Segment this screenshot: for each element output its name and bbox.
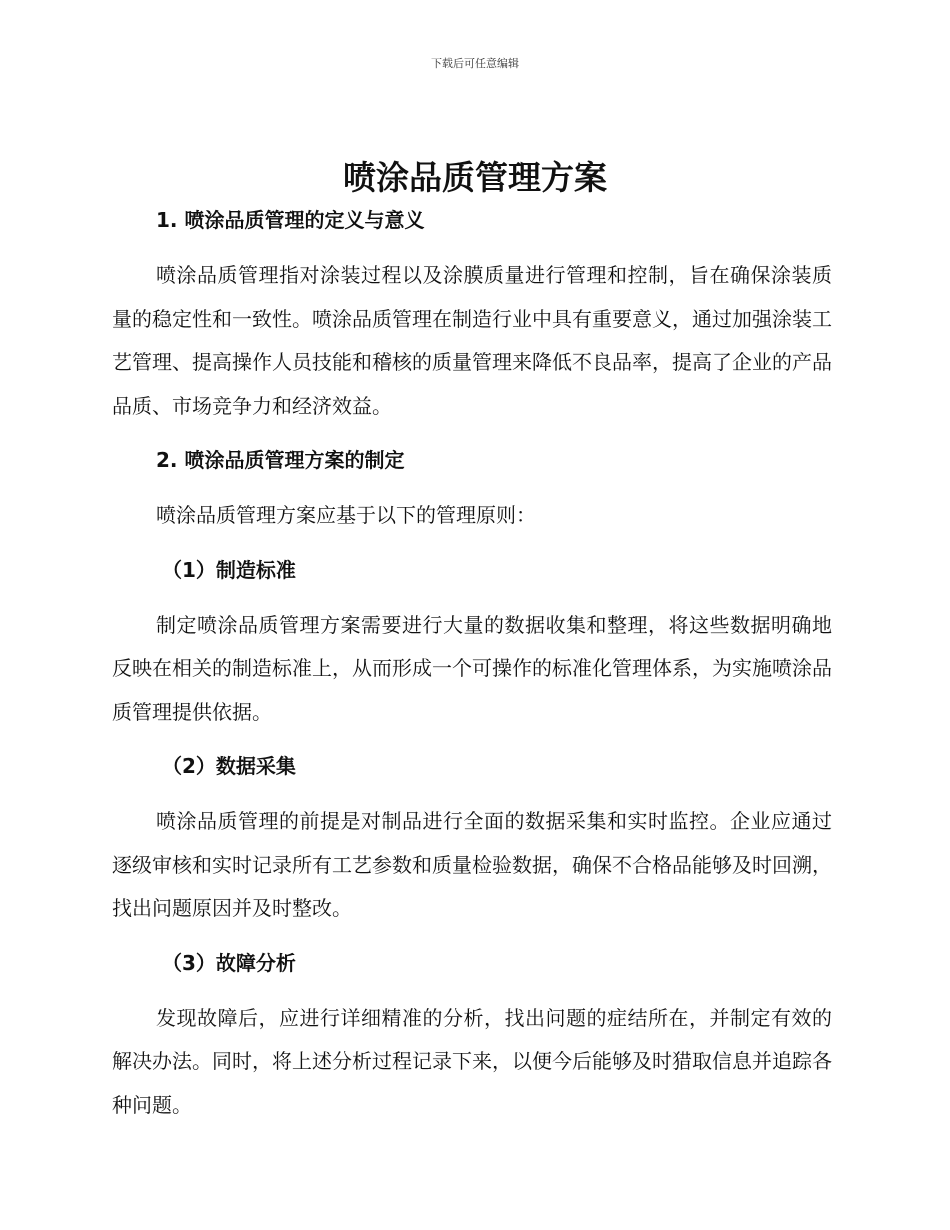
subsection-3-paragraph: 发现故障后，应进行详细精准的分析，找出问题的症结所在，并制定有效的解决办法。同时，将上述分析过程记录下来，以便今后能够及时猎取信息并追踪各种问题。 (112, 1005, 832, 1117)
document-body (112, 198, 832, 1127)
section-2-heading: 2. 喷涂品质管理方案的制定 (156, 448, 405, 472)
section-1-paragraph: 喷涂品质管理指对涂装过程以及涂膜质量进行管理和控制，旨在确保涂装质量的稳定性和一致性。喷涂品质管理在制造行业中具有重要意义，通过加强涂装工艺管理、提高操作人员技能和稽核的质量管理来降低不良品率，提高了企业的产品品质、市场竞争力和经济效益。 (112, 263, 832, 418)
section-1-heading: 1. 喷涂品质管理的定义与意义 (156, 208, 425, 232)
subsection-1-heading: （1）制造标准 (162, 557, 296, 582)
subsection-3-heading: （3）故障分析 (162, 950, 296, 975)
header-note: 下载后可任意编辑 (431, 57, 519, 70)
section-2-intro: 喷涂品质管理方案应基于以下的管理原则： (156, 503, 536, 527)
document-title: 喷涂品质管理方案 (343, 158, 607, 197)
subsection-1-paragraph: 制定喷涂品质管理方案需要进行大量的数据收集和整理，将这些数据明确地反映在相关的制造标准上，从而形成一个可操作的标准化管理体系，为实施喷涂品质管理提供依据。 (112, 612, 832, 724)
subsection-2-heading: （2）数据采集 (162, 754, 296, 778)
subsection-2-paragraph: 喷涂品质管理的前提是对制品进行全面的数据采集和实时监控。企业应通过逐级审核和实时记录所有工艺参数和质量检验数据，确保不合格品能够及时回溯，找出问题原因并及时整改。 (112, 809, 832, 920)
